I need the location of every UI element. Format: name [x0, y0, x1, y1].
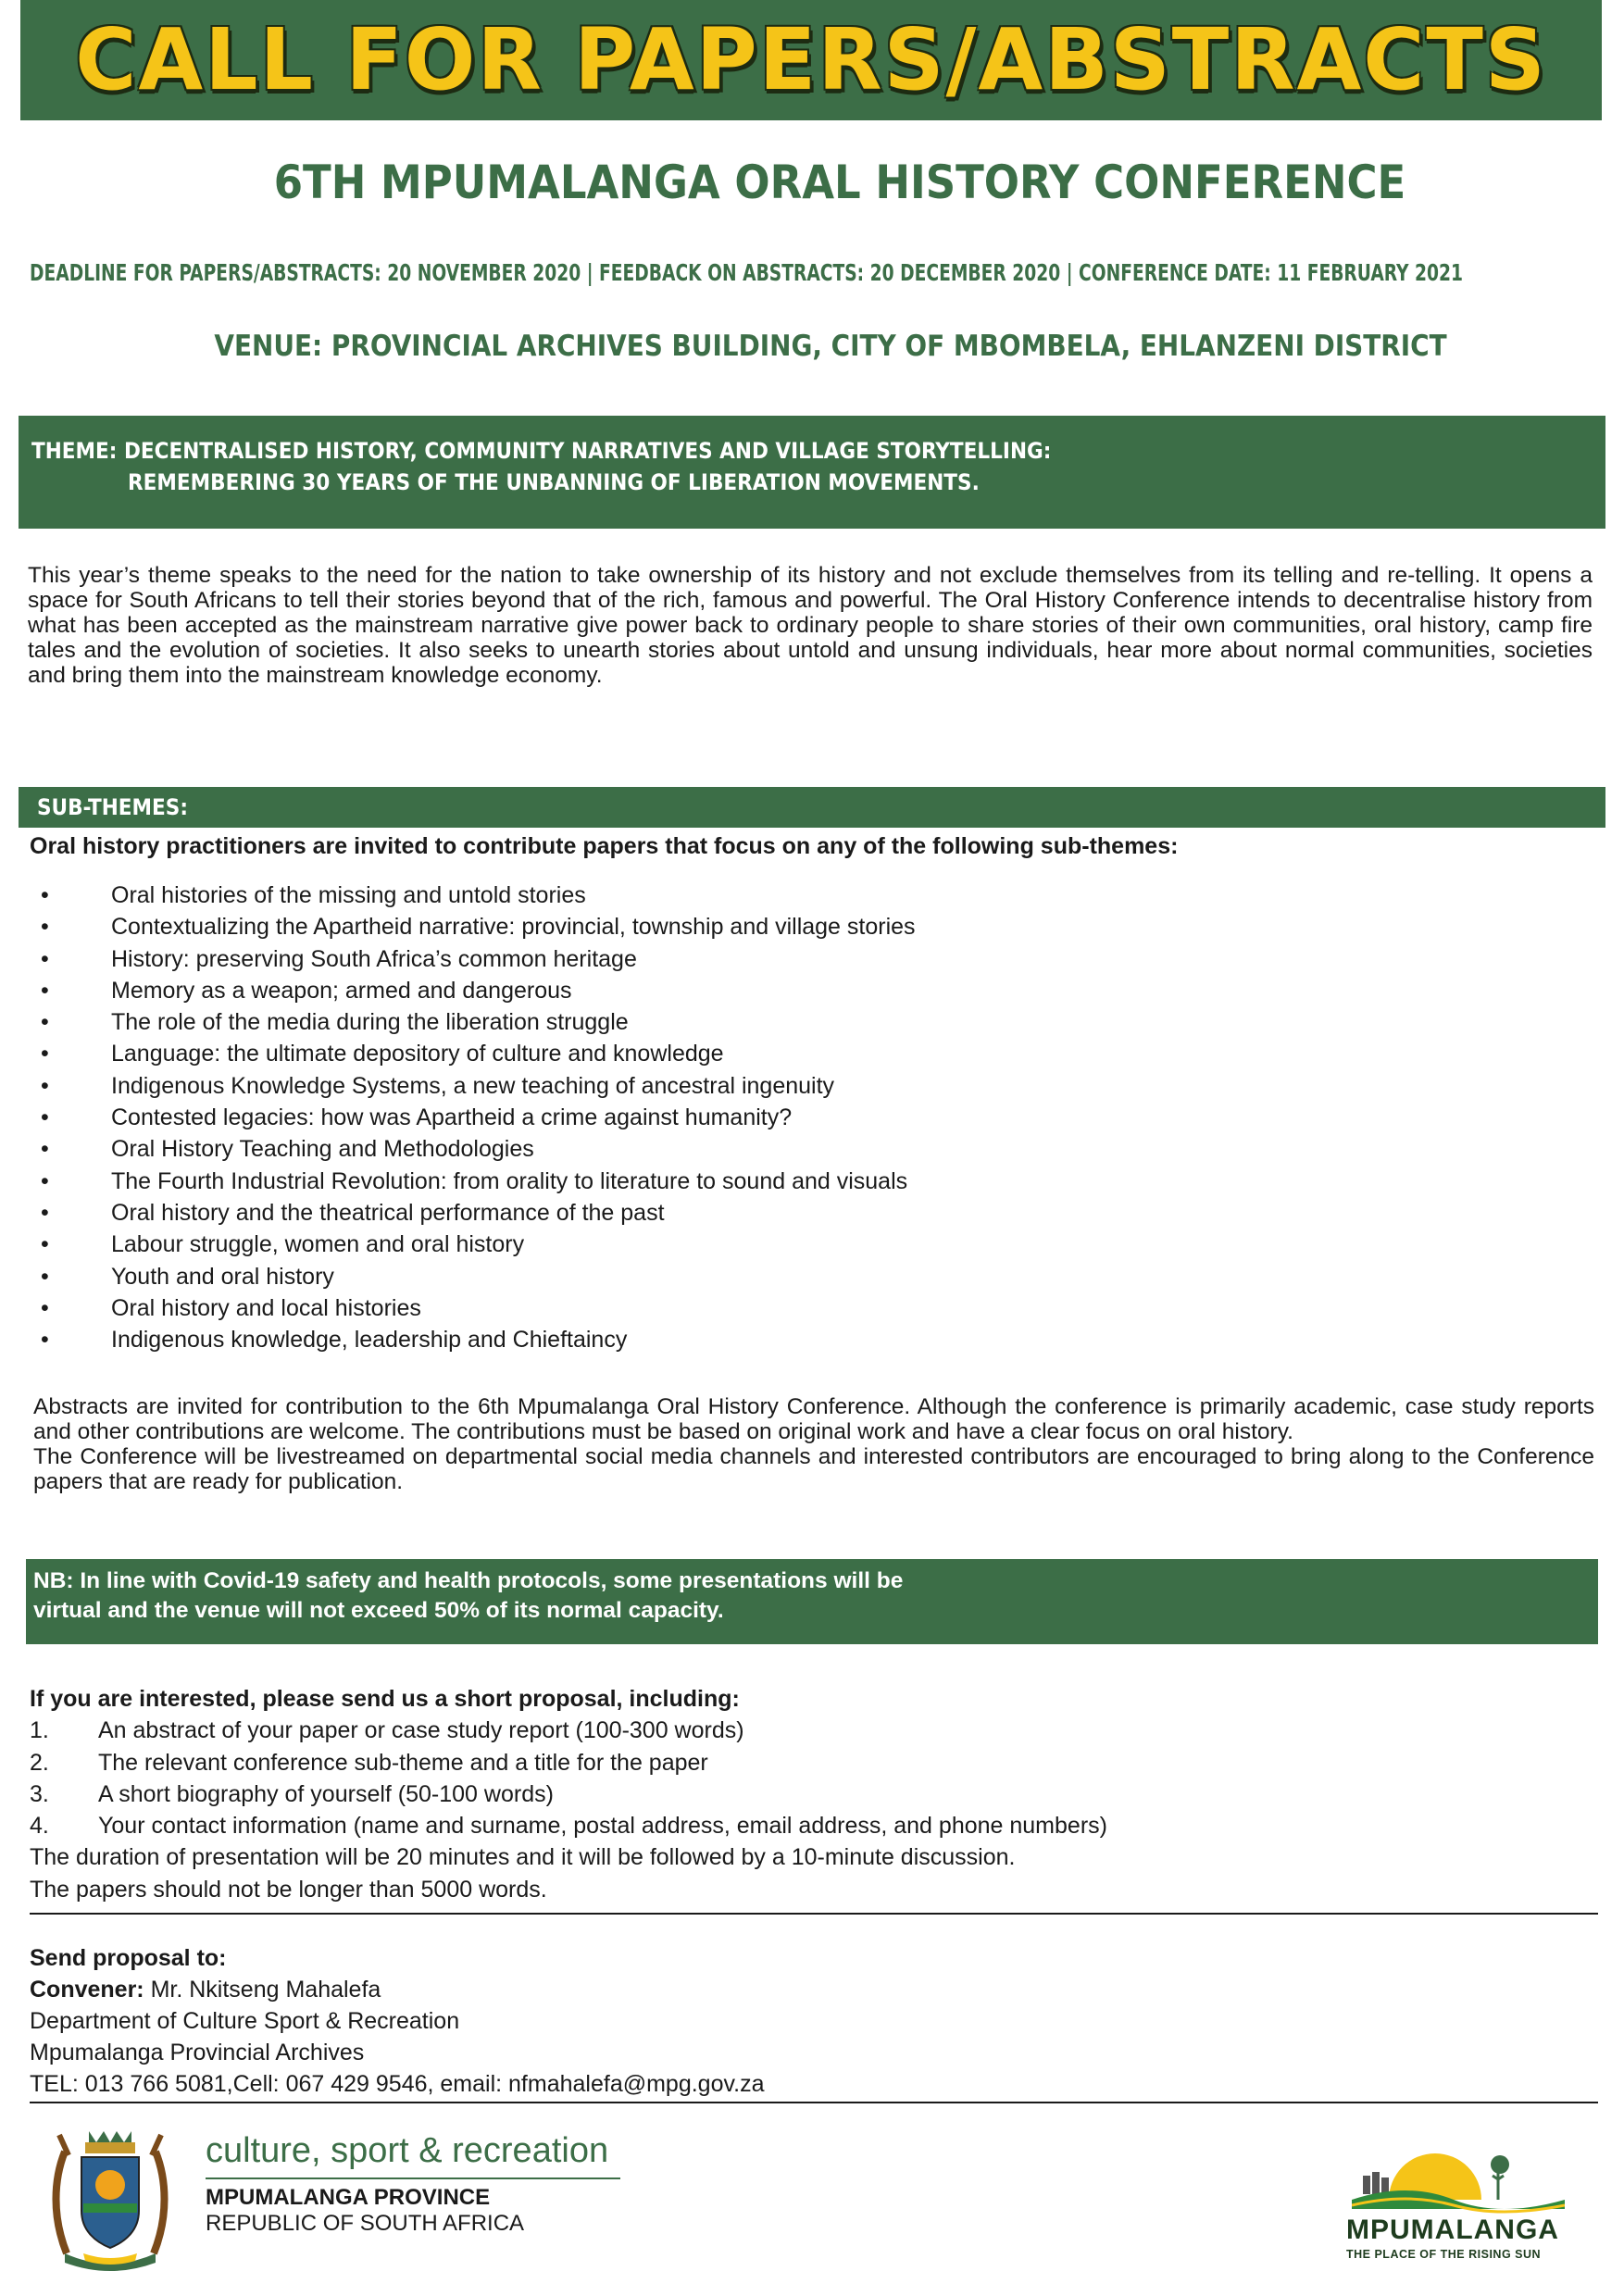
subtheme-text: Language: the ultimate depository of culture and knowledge	[111, 1041, 724, 1067]
length-text: The papers should not be longer than 5000 words.	[30, 1876, 547, 1903]
divider	[30, 2102, 1598, 2103]
list-item	[30, 1747, 1015, 1778]
theme-box	[19, 416, 1605, 529]
convener-label: Convener:	[30, 1977, 144, 2003]
list-item	[30, 1778, 1015, 1810]
conference-title: 6TH MPUMALANGA ORAL HISTORY CONFERENCE	[273, 156, 1406, 209]
subtheme-text: Contested legacies: how was Apartheid a crime against humanity?	[111, 1104, 793, 1131]
bullet-icon: •	[41, 1294, 49, 1321]
abstracts-paragraph: Abstracts are invited for contribution to the 6th Mpumalanga Oral History Conference. Although the conference is primarily academic, case study reports and other contributions are welcome. The contributions must be based on original work and have a clear focus on oral history.	[33, 1394, 1594, 1444]
item-number: 2.	[30, 1749, 49, 1776]
contact-heading: Send proposal to:	[30, 1945, 227, 1971]
item-text: A short biography of yourself (50-100 words)	[98, 1780, 554, 1807]
nb-line-1: NB: In line with Covid-19 safety and health protocols, some presentations will be	[33, 1568, 904, 1593]
bullet-icon: •	[41, 945, 49, 972]
bullet-icon: •	[41, 1136, 49, 1163]
republic-name: REPUBLIC OF SOUTH AFRICA	[206, 2211, 525, 2236]
page-title: CALL FOR PAPERS/ABSTRACTS	[75, 10, 1547, 109]
bullet-icon: •	[41, 1041, 49, 1067]
convener-line	[30, 1974, 764, 2005]
list-item	[30, 1715, 1015, 1746]
bullet-icon: •	[41, 1327, 49, 1354]
subthemes-intro: Oral history practitioners are invited to contribute papers that focus on any of the following sub-themes:	[30, 833, 1179, 859]
subtheme-text: Oral history and the theatrical performance of the past	[111, 1199, 665, 1226]
item-number: 4.	[30, 1813, 49, 1840]
duration-text: The duration of presentation will be 20 minutes and it will be followed by a 10-minute discussion.	[30, 1844, 1016, 1871]
contact-section	[30, 1942, 764, 2100]
subtheme-text: The role of the media during the liberation struggle	[111, 1009, 629, 1036]
theme-line-1: THEME: DECENTRALISED HISTORY, COMMUNITY NARRATIVES AND VILLAGE STORYTELLING:	[31, 438, 1052, 464]
item-text: An abstract of your paper or case study report (100-300 words)	[98, 1717, 744, 1744]
venue-line: VENUE: PROVINCIAL ARCHIVES BUILDING, CITY OF MBOMBELA, EHLANZENI DISTRICT	[214, 330, 1447, 363]
department-line: Department of Culture Sport & Recreation	[30, 2008, 460, 2034]
phone-email-line: TEL: 013 766 5081,Cell: 067 429 9546, email: nfmahalefa@mpg.gov.za	[30, 2071, 765, 2097]
bullet-icon: •	[41, 914, 49, 941]
subthemes-heading: SUB-THEMES:	[37, 794, 188, 820]
abstracts-section	[33, 1394, 1594, 1494]
subtheme-text: Indigenous knowledge, leadership and Chieftaincy	[111, 1327, 628, 1354]
subtheme-text: Memory as a weapon; armed and dangerous	[111, 977, 572, 1004]
nb-line-2: virtual and the venue will not exceed 50% of its normal capacity.	[33, 1598, 724, 1623]
bullet-icon: •	[41, 1167, 49, 1194]
deadlines-line: DEADLINE FOR PAPERS/ABSTRACTS: 20 NOVEMBER 2020 | FEEDBACK ON ABSTRACTS: 20 DECEMBER 2020 | CONFERENCE DATE: 11 FEBRUARY 2021	[30, 259, 1463, 286]
mpumalanga-logo-icon	[1352, 2135, 1565, 2216]
subtheme-text: Contextualizing the Apartheid narrative: provincial, township and village stories	[111, 914, 916, 941]
province-name: MPUMALANGA PROVINCE	[206, 2185, 491, 2210]
brand-name: MPUMALANGA	[1346, 2215, 1559, 2245]
item-number: 1.	[30, 1717, 49, 1744]
bullet-icon: •	[41, 1104, 49, 1131]
list-item	[30, 1810, 1107, 1841]
subthemes-bar	[19, 787, 1605, 828]
subtheme-text: Indigenous Knowledge Systems, a new teaching of ancestral ingenuity	[111, 1072, 835, 1099]
subtheme-text: Youth and oral history	[111, 1263, 334, 1290]
department-name: culture, sport & recreation	[206, 2131, 609, 2170]
subtheme-text: Oral history and local histories	[111, 1294, 421, 1321]
bullet-icon: •	[41, 977, 49, 1004]
divider	[206, 2177, 620, 2179]
coat-of-arms-icon	[28, 2115, 193, 2272]
bullet-icon: •	[41, 1199, 49, 1226]
brand-slogan: THE PLACE OF THE RISING SUN	[1346, 2248, 1542, 2261]
intro-paragraph: This year’s theme speaks to the need for the nation to take ownership of its history and not exclude themselves from its telling and re-telling. It opens a space for South Africans to tell their stories beyond that of the rich, famous and powerful. The Oral History Conference intends to decentralise history from what has been accepted as the mainstream narrative give power back to ordinary people to share stories of their own communities, oral history, camp fire tales and the evolution of societies. It also seeks to unearth stories about untold and unsung individuals, hear more about normal communities, societies and bring them into the mainstream knowledge economy.	[28, 563, 1593, 688]
item-text: Your contact information (name and surname, postal address, email address, and phone numbers)	[98, 1813, 1107, 1840]
bullet-icon: •	[41, 1009, 49, 1036]
item-number: 3.	[30, 1780, 49, 1807]
proposal-heading: If you are interested, please send us a short proposal, including:	[30, 1686, 740, 1712]
subtheme-text: Oral histories of the missing and untold stories	[111, 882, 586, 908]
subtheme-text: The Fourth Industrial Revolution: from orality to literature to sound and visuals	[111, 1167, 908, 1194]
subtheme-text: History: preserving South Africa’s common heritage	[111, 945, 637, 972]
theme-line-2: REMEMBERING 30 YEARS OF THE UNBANNING OF LIBERATION MOVEMENTS.	[128, 469, 980, 495]
divider	[30, 1913, 1598, 1915]
proposal-section	[30, 1683, 1107, 1905]
title-banner	[20, 0, 1602, 120]
subtheme-text: Labour struggle, women and oral history	[111, 1231, 525, 1258]
bullet-icon: •	[41, 882, 49, 908]
nb-box	[26, 1559, 1598, 1644]
convener-name: Mr. Nkitseng Mahalefa	[144, 1977, 381, 2003]
item-text: The relevant conference sub-theme and a title for the paper	[98, 1749, 708, 1776]
bullet-icon: •	[41, 1263, 49, 1290]
livestream-paragraph: The Conference will be livestreamed on departmental social media channels and interested contributors are encouraged to bring along to the Conference papers that are ready for publication.	[33, 1444, 1594, 1494]
subtheme-text: Oral History Teaching and Methodologies	[111, 1136, 534, 1163]
bullet-icon: •	[41, 1072, 49, 1099]
bullet-icon: •	[41, 1231, 49, 1258]
archives-line: Mpumalanga Provincial Archives	[30, 2040, 365, 2065]
